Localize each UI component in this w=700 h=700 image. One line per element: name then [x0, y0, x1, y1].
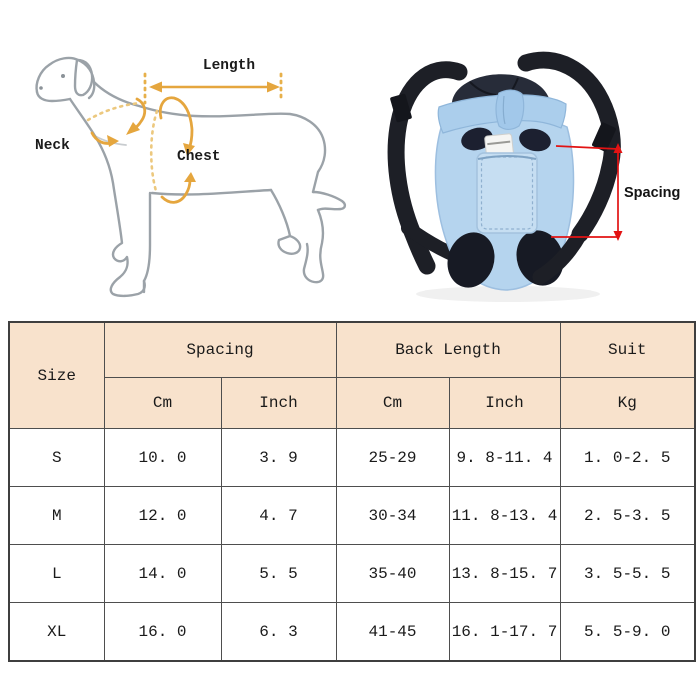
carrier-product-photo	[360, 0, 700, 320]
col-header-spacing: Spacing	[104, 322, 336, 378]
dog-eye	[61, 74, 65, 78]
chest-girth-dotted-line	[151, 111, 157, 191]
front-pocket	[477, 153, 537, 233]
length-label: Length	[202, 58, 256, 74]
cell-back-cm: 35-40	[336, 545, 449, 603]
unit-header-back-inch: Inch	[449, 378, 560, 429]
unit-header-spacing-cm: Cm	[104, 378, 221, 429]
cell-size: S	[9, 429, 104, 487]
cell-back-cm: 41-45	[336, 603, 449, 662]
cell-spacing-cm: 12. 0	[104, 487, 221, 545]
size-table	[8, 321, 696, 662]
cell-spacing-cm: 16. 0	[104, 603, 221, 662]
girth-dotted-lines	[88, 103, 157, 191]
table-row-l	[9, 545, 695, 603]
col-header-suit: Suit	[560, 322, 695, 378]
neck-label: Neck	[35, 138, 70, 154]
table-row-m	[9, 487, 695, 545]
dog-tail	[313, 192, 345, 210]
table-unit-row	[9, 378, 695, 429]
neck-arrow-head-2	[107, 135, 119, 147]
spacing-label: Spacing	[624, 185, 681, 201]
dog-nose	[39, 86, 43, 90]
neck-girth-dotted-line	[88, 103, 140, 120]
unit-header-spacing-inch: Inch	[221, 378, 336, 429]
dog-ear	[75, 60, 92, 95]
cell-spacing-cm: 14. 0	[104, 545, 221, 603]
table-header-row	[9, 322, 695, 378]
cell-spacing-inch: 5. 5	[221, 545, 336, 603]
dog-measurement-diagram	[0, 0, 360, 320]
cell-back-inch: 11. 8-13. 4	[449, 487, 560, 545]
table-row-xl	[9, 603, 695, 662]
spacing-arrow-head-bottom	[614, 231, 623, 241]
cell-spacing-cm: 10. 0	[104, 429, 221, 487]
cell-suit-kg: 2. 5-3. 5	[560, 487, 695, 545]
cell-size: L	[9, 545, 104, 603]
cell-back-inch: 13. 8-15. 7	[449, 545, 560, 603]
col-header-back-length: Back Length	[336, 322, 560, 378]
cell-size: M	[9, 487, 104, 545]
cell-back-inch: 9. 8-11. 4	[449, 429, 560, 487]
chest-label: Chest	[177, 149, 221, 165]
cell-suit-kg: 1. 0-2. 5	[560, 429, 695, 487]
cell-back-cm: 30-34	[336, 487, 449, 545]
length-dimension-arrow	[149, 82, 280, 93]
cell-spacing-inch: 3. 9	[221, 429, 336, 487]
col-header-size: Size	[9, 322, 104, 429]
unit-header-suit-kg: Kg	[560, 378, 695, 429]
cell-back-cm: 25-29	[336, 429, 449, 487]
cell-spacing-inch: 4. 7	[221, 487, 336, 545]
cell-suit-kg: 3. 5-5. 5	[560, 545, 695, 603]
unit-header-back-cm: Cm	[336, 378, 449, 429]
cell-back-inch: 16. 1-17. 7	[449, 603, 560, 662]
cell-suit-kg: 5. 5-9. 0	[560, 603, 695, 662]
table-row-s	[9, 429, 695, 487]
cell-spacing-inch: 6. 3	[221, 603, 336, 662]
chest-arrow-head-2	[184, 172, 196, 182]
cell-size: XL	[9, 603, 104, 662]
